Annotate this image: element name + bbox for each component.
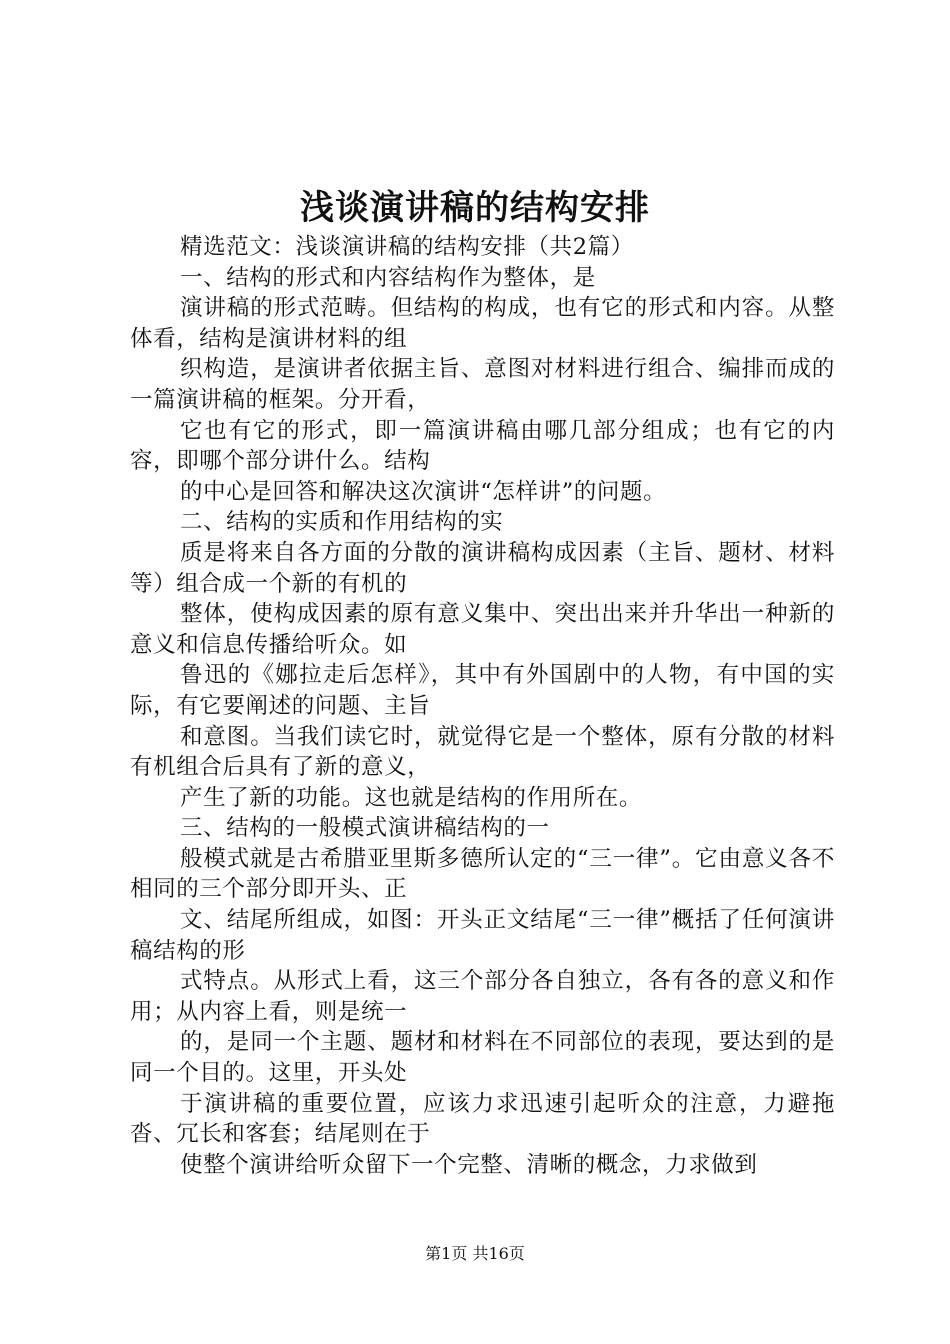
paragraph: 演讲稿的形式范畴。但结构的构成，也有它的形式和内容。从整体看，结构是演讲材料的组 [130,295,835,352]
paragraph: 的中心是回答和解决这次演讲“怎样讲”的问题。 [180,478,667,505]
paragraph: 三、结构的一般模式演讲稿结构的一 [180,815,550,842]
paragraph: 鲁迅的《娜拉走后怎样》，其中有外国剧中的人物，有中国的实际，有它要阐述的问题、主旨 [130,662,835,719]
paragraph: 织构造，是演讲者依据主旨、意图对材料进行组合、编排而成的一篇演讲稿的框架。分开看， [130,356,835,413]
paragraph: 使整个演讲给听众留下一个完整、清晰的概念，力求做到 [180,1151,758,1178]
paragraph: 整体，使构成因素的原有意义集中、突出出来并升华出一种新的意义和信息传播给听众。如 [130,601,835,658]
paragraph: 一、结构的形式和内容结构作为整体，是 [180,264,596,291]
paragraph: 产生了新的功能。这也就是结构的作用所在。 [180,784,643,811]
paragraph: 质是将来自各方面的分散的演讲稿构成因素（主旨、题材、材料等）组合成一个新的有机的 [130,539,835,597]
document-body [130,232,835,1180]
paragraph: 般模式就是古希腊亚里斯多德所认定的“三一律”。它由意义各不相同的三个部分即开头、正 [130,845,835,903]
paragraph: 式特点。从形式上看，这三个部分各自独立，各有各的意义和作用；从内容上看，则是统一 [130,968,835,1025]
paragraph: 它也有它的形式，即一篇演讲稿由哪几部分组成；也有它的内容，即哪个部分讲什么。结构 [130,417,835,475]
paragraph: 和意图。当我们读它时，就觉得它是一个整体，原有分散的材料有机组合后具有了新的意义， [130,723,835,781]
paragraph: 的，是同一个主题、题材和材料在不同部位的表现，要达到的是同一个目的。这里，开头处 [130,1029,835,1087]
paragraph: 文、结尾所组成，如图：开头正文结尾“三一律”概括了任何演讲稿结构的形 [130,907,835,964]
page-number: 第1页 共16页 [425,1244,525,1263]
document-title: 浅谈演讲稿的结构安排 [300,188,650,228]
paragraph: 精选范文：浅谈演讲稿的结构安排（共2篇） [180,234,634,260]
page-footer [0,1244,950,1264]
paragraph: 于演讲稿的重要位置，应该力求迅速引起听众的注意，力避拖沓、冗长和客套；结尾则在于 [130,1090,835,1148]
paragraph: 二、结构的实质和作用结构的实 [180,509,504,536]
